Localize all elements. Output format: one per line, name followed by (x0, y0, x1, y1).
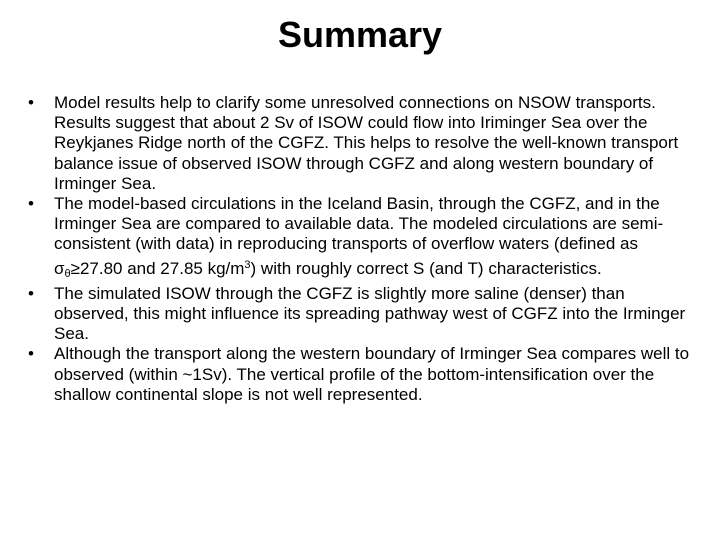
bullet-list (24, 93, 694, 405)
bullet-text-3: The simulated ISOW through the CGFZ is slightly more saline (denser) than observed, this might influence its spreading pathway west of CGFZ into the Irminger Sea. (54, 283, 686, 344)
sigma-subscript: θ (64, 267, 71, 280)
bullet-dot-icon: • (28, 344, 34, 364)
bullet-item-1 (24, 93, 694, 194)
sigma-symbol: σ (54, 258, 65, 278)
bullet-item-2 (24, 194, 694, 284)
bullet-dot-icon: • (28, 93, 34, 112)
bullet-dot-icon: • (28, 194, 34, 214)
bullet-text-4: Although the transport along the western boundary of Irminger Sea compares well to observed (within ~1Sv). The vertical profile of the bottom-intensification over the shallow continental slope is not well represented. (54, 344, 690, 404)
unit-superscript: 3 (244, 258, 251, 271)
bullet-item-4 (24, 344, 694, 405)
bullet-text-2-end: ) with roughly correct S (and T) characteristics. (250, 258, 602, 278)
bullet-item-3 (24, 284, 694, 345)
bullet-dot-icon: • (28, 283, 34, 303)
bullet-text-2-mid: ≥27.80 and 27.85 kg/m (70, 258, 245, 278)
bullet-text-2-start: The model-based circulations in the Iceland Basin, through the CGFZ, and in the Irminger Sea are compared to available data. The modeled circulations are semi-consistent (with data) in reproducing transports of overflow waters (defined as (54, 194, 664, 254)
bullet-text-1: Model results help to clarify some unresolved connections on NSOW transports. Results suggest that about 2 Sv of ISOW could flow into Iriminger Sea over the Reykjanes Ridge north of the CGFZ. This helps to resolve the well-known transport balance issue of observed ISOW through CGFZ and along western boundary of Irminger Sea. (54, 93, 679, 193)
slide-title: Summary (277, 14, 443, 55)
